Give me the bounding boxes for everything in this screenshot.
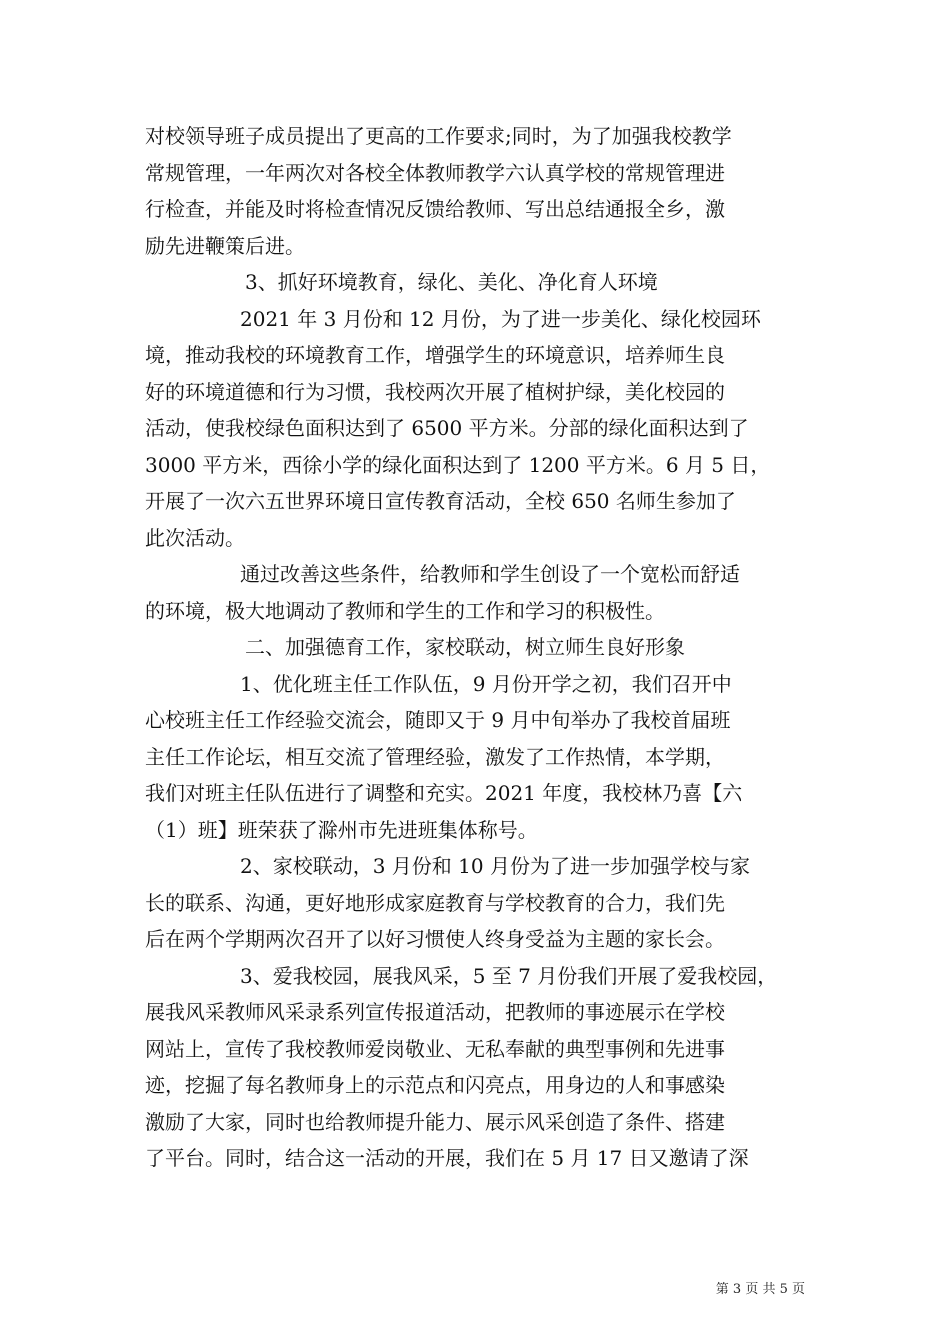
text-line: 网站上，宣传了我校教师爱岗敬业、无私奉献的典型事例和先进事 bbox=[145, 1036, 725, 1061]
text-line: 此次活动。 bbox=[145, 525, 245, 550]
text-line: 的环境，极大地调动了教师和学生的工作和学习的积极性。 bbox=[145, 598, 665, 623]
text-line: 境，推动我校的环境教育工作，增强学生的环境意识，培养师生良 bbox=[145, 343, 725, 367]
text-line: 励先进鞭策后进。 bbox=[145, 233, 305, 258]
text-line: 1、优化班主任工作队伍，9 月份开学之初，我们召开中 bbox=[240, 671, 732, 696]
text-line: （1）班】班荣获了滁州市先进班集体称号。 bbox=[145, 817, 538, 842]
text-line: 通过改善这些条件，给教师和学生创设了一个宽松而舒适 bbox=[240, 562, 740, 586]
section-heading: 3、抓好环境教育，绿化、美化、净化育人环境 bbox=[245, 270, 658, 294]
section-heading: 二、加强德育工作，家校联动，树立师生良好形象 bbox=[245, 635, 685, 659]
text-line: 了平台。同时，结合这一活动的开展，我们在 5 月 17 日又邀请了深 bbox=[145, 1146, 749, 1170]
text-line: 长的联系、沟通，更好地形成家庭教育与学校教育的合力，我们先 bbox=[145, 890, 725, 915]
text-line: 激励了大家，同时也给教师提升能力、展示风采创造了条件、搭建 bbox=[145, 1109, 725, 1134]
text-line: 主任工作论坛，相互交流了管理经验，激发了工作热情，本学期， bbox=[145, 744, 725, 769]
text-line: 心校班主任工作经验交流会，随即又于 9 月中旬举办了我校首届班 bbox=[145, 708, 731, 732]
text-line: 3000 平方米，西徐小学的绿化面积达到了 1200 平方米。6 月 5 日， bbox=[145, 452, 771, 477]
page-number: 第 3 页 共 5 页 bbox=[715, 1282, 805, 1297]
body-text bbox=[145, 118, 815, 1177]
text-line: 后在两个学期两次召开了以好习惯使人终身受益为主题的家长会。 bbox=[145, 927, 725, 951]
text-line: 活动，使我校绿色面积达到了 6500 平方米。分部的绿化面积达到了 bbox=[145, 416, 749, 440]
text-line: 2021 年 3 月份和 12 月份，为了进一步美化、绿化校园环 bbox=[240, 306, 761, 331]
text-line: 好的环境道德和行为习惯，我校两次开展了植树护绿，美化校园的 bbox=[145, 379, 725, 404]
text-line: 常规管理，一年两次对各校全体教师教学六认真学校的常规管理进 bbox=[145, 160, 725, 185]
text-line: 开展了一次六五世界环境日宣传教育活动，全校 650 名师生参加了 bbox=[145, 489, 736, 513]
text-line: 3、爱我校园，展我风采，5 至 7 月份我们开展了爱我校园， bbox=[240, 963, 778, 988]
text-line: 行检查，并能及时将检查情况反馈给教师、写出总结通报全乡，激 bbox=[145, 197, 725, 221]
text-line: 展我风采教师风采录系列宣传报道活动，把教师的事迹展示在学校 bbox=[145, 1000, 725, 1024]
text-line: 我们对班主任队伍进行了调整和充实。2021 年度，我校林乃喜【六 bbox=[145, 781, 743, 805]
text-line: 2、家校联动，3 月份和 10 月份为了进一步加强学校与家 bbox=[240, 854, 750, 878]
text-line: 对校领导班子成员提出了更高的工作要求;同时，为了加强我校教学 bbox=[145, 124, 732, 148]
text-line: 迹，挖掘了每名教师身上的示范点和闪亮点，用身边的人和事感染 bbox=[145, 1073, 725, 1097]
